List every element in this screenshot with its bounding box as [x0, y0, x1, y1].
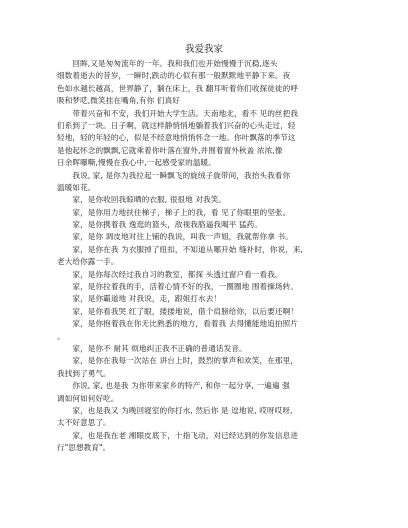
text-line: 家，是你不 耐其 烦地纠正我不正确的普通话发音。	[57, 343, 247, 353]
text-line: 细数着逝去的昔岁，一瞬时,跌动的心似有那一般默默地平静下来。夜	[57, 71, 291, 81]
text-line: 家，是你用力地扶住梯子，梯子上的我，看 见了你眼里的坚张。	[57, 207, 291, 217]
text-line: 是他起怀念的飘飘,它就乘着你叶落在窗外,并围着窗外秋盖 浓浓,像	[57, 145, 283, 155]
text-line: 家，也是我在老 湘眼皮底下，十指飞动，对已经达到的你发信息进	[57, 430, 299, 440]
text-line: 家，是你霸道地 对我说，走，跟姐打水去！	[57, 294, 222, 304]
text-line: 调如何如何好吃。	[57, 393, 119, 403]
text-line: 我找到了勇气。	[57, 368, 111, 378]
text-line: 日余晖曝嘶,慢慢在我心中,一起感受家的温暖。	[57, 158, 216, 168]
text-line: 家，是你收回我晾晒的衣服, 很很地 对我笑。	[57, 195, 227, 205]
text-line: 你说, 家, 也是我 为你带来家乡的特产, 和你一起分享, 一遍遍 强	[57, 381, 290, 391]
text-line: 色如水越长越高，世界静了，躺在床上，我 翻耳听着你们收探徒徒的呼	[57, 83, 299, 93]
text-line: 家，是你在我 为衣服掉了纽扣，不知道从哪开始 缝补时，你说，来,	[57, 244, 304, 254]
text-line: 家，是你抱着我在你无比熟悉的地方，看着我 去得懂能地追拍照片	[57, 319, 299, 329]
text-line: 。	[57, 331, 65, 341]
text-line: 们系到了一块。日子啊，就这样静悄悄地躺着我们兴奋的心头走过，轻	[57, 120, 296, 130]
text-line: 吸和梦呓,微笑挂在嘴角,有你 们真好	[57, 96, 180, 106]
text-line: 回眸,又是匆匆流年的一年。我和我们也开始慢慢于沉稳,逐头	[57, 59, 278, 68]
text-line: 行"思想教育"。	[57, 443, 111, 453]
text-line: 家，也是我又 为晚回寝室的你打水, 然后你 是 逗地说, 哎呀哎呀,	[57, 405, 293, 415]
text-line: 带着兴奋和不安，我们开始大学生活。天南地北，看不 见的丝把我	[57, 108, 299, 118]
page-title: 我爱我家	[184, 44, 223, 55]
text-line: 老大给你露一手。	[57, 257, 119, 267]
text-line: 家，是你 调皮地对住上铺的我说，叫我一声姐，我就帮你拿 书。	[57, 232, 293, 242]
text-line: 轻地，轻的年轻的心，似是不经意地悄悄怀念一地。你叶飘落的季节这	[57, 133, 296, 143]
text-line: 家，是你每次经过我自习的教室，都探 头透过窗户看一看我。	[57, 269, 283, 279]
text-line: 我说, 家, 是你为我拉起一瞬飘飞的旋绒子旋带间，我抬头我看你	[57, 170, 291, 180]
text-line: 家，是你在我每一次站在 讲台上时，鼓烈的掌声和欢笑，在那里，	[57, 356, 299, 366]
text-line: 温暖如花。	[57, 182, 96, 192]
text-line: 太不好意思了。	[57, 418, 111, 428]
text-line: 家，是你拉着我的手，活着心情不好的我，一圈圈地 围着操场转。	[57, 282, 299, 292]
text-line: 家，是你携着我 逸逛的篮头，敌视我胳逼我喝平 猛药。	[57, 220, 263, 230]
text-line: 家，是你看我哭 红了眼，搂搂地说，借个肩膀给你，以后要还啊！	[57, 306, 299, 316]
document-body	[57, 58, 353, 455]
